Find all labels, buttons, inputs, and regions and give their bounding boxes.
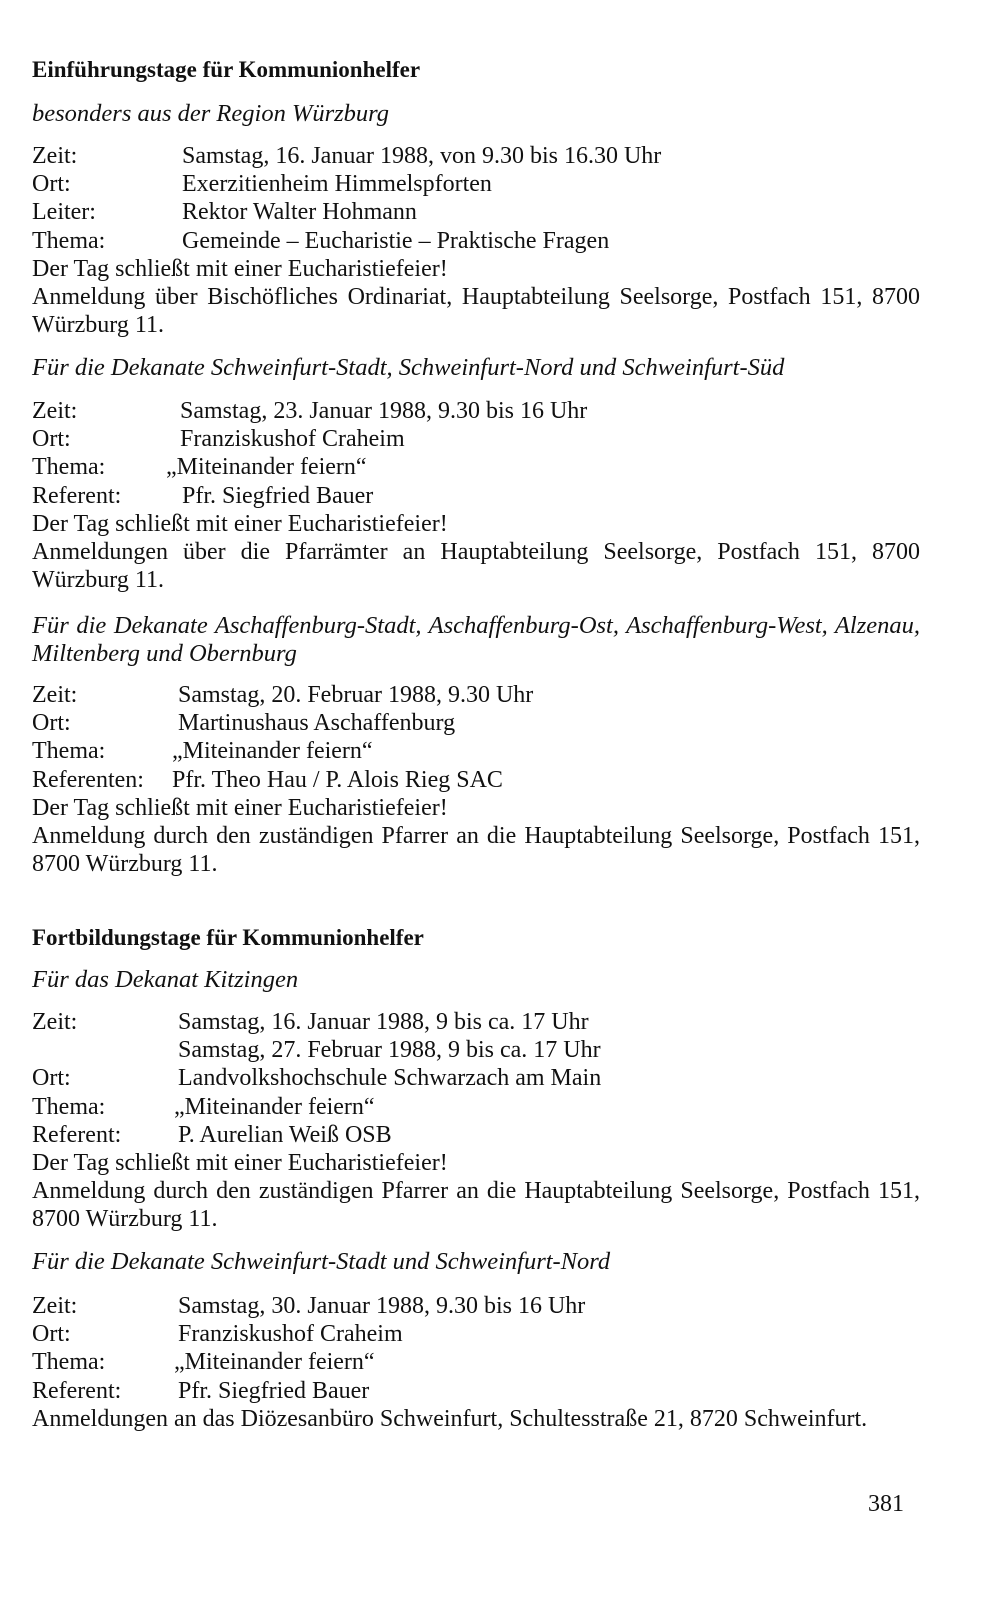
detail-label: Zeit: [32, 143, 78, 169]
detail-value: „Miteinander feiern“ [166, 454, 367, 481]
event-details [32, 1008, 920, 1234]
detail-value: Samstag, 30. Januar 1988, 9.30 bis 16 Uhr [178, 1293, 586, 1319]
detail-value: Franziskushof Craheim [178, 1321, 403, 1348]
detail-label: Ort: [32, 1065, 71, 1092]
page-number: 381 [868, 1491, 904, 1517]
detail-row [32, 766, 920, 794]
detail-row [32, 142, 920, 170]
detail-value: Samstag, 20. Februar 1988, 9.30 Uhr [178, 682, 534, 708]
event-details [32, 681, 920, 878]
detail-label: Zeit: [32, 398, 78, 424]
detail-label: Thema: [32, 227, 106, 254]
group-subtitle: Für die Dekanate Schweinfurt-Stadt und Schweinfurt-Nord [32, 1248, 611, 1275]
detail-row [32, 681, 920, 709]
detail-row [32, 1064, 920, 1092]
section-heading-einfuehrungstage: Einführungstage für Kommunionhelfer [32, 57, 421, 82]
detail-value: Pfr. Siegfried Bauer [178, 1377, 370, 1404]
detail-label: Thema: [32, 1093, 106, 1120]
section-heading-fortbildungstage: Fortbildungstage für Kommunionhelfer [32, 925, 424, 950]
detail-row [32, 397, 920, 425]
detail-value: P. Aurelian Weiß OSB [178, 1121, 392, 1148]
closing-note: Der Tag schließt mit einer Eucharistiefeier! [32, 794, 448, 821]
detail-value: Exerzitienheim Himmelspforten [182, 171, 492, 198]
event-details [32, 142, 920, 339]
detail-value: „Miteinander feiern“ [174, 1093, 375, 1120]
detail-value: „Miteinander feiern“ [172, 738, 373, 765]
detail-value: Landvolkshochschule Schwarzach am Main [178, 1065, 602, 1092]
registration-text: Anmeldung über Bischöfliches Ordinariat, Hauptabteilung Seelsorge, Postfach 151, 8700 Würzburg 11. [32, 283, 920, 339]
registration-text: Anmeldungen über die Pfarrämter an Hauptabteilung Seelsorge, Postfach 151, 8700 Würzburg 11. [32, 538, 920, 594]
detail-value: Samstag, 27. Februar 1988, 9 bis ca. 17 Uhr [178, 1037, 601, 1064]
detail-value: Samstag, 16. Januar 1988, von 9.30 bis 16.30 Uhr [182, 143, 662, 169]
closing-note: Der Tag schließt mit einer Eucharistiefeier! [32, 255, 448, 282]
detail-label: Zeit: [32, 1009, 78, 1035]
closing-note: Der Tag schließt mit einer Eucharistiefeier! [32, 510, 448, 537]
detail-row [32, 227, 920, 255]
detail-row [32, 1292, 920, 1320]
detail-label: Ort: [32, 426, 71, 453]
event-details [32, 397, 920, 594]
detail-value: Rektor Walter Hohmann [182, 199, 417, 226]
detail-label: Referent: [32, 482, 122, 509]
detail-row [32, 1036, 920, 1064]
detail-value: Martinushaus Aschaffenburg [178, 710, 456, 737]
detail-label: Referenten: [32, 766, 144, 793]
closing-note: Der Tag schließt mit einer Eucharistiefeier! [32, 1149, 448, 1176]
detail-label: Ort: [32, 710, 71, 737]
detail-value: Samstag, 23. Januar 1988, 9.30 bis 16 Uhr [180, 398, 588, 424]
detail-row [32, 1377, 920, 1405]
group-subtitle: besonders aus der Region Würzburg [32, 100, 390, 127]
registration-text: Anmeldung durch den zuständigen Pfarrer an die Hauptabteilung Seelsorge, Postfach 151, 8700 Würzburg 11. [32, 822, 920, 878]
detail-row [32, 709, 920, 737]
group-subtitle: Für das Dekanat Kitzingen [32, 966, 299, 993]
detail-label: Thema: [32, 1349, 106, 1376]
detail-label: Ort: [32, 1321, 71, 1348]
detail-value: Franziskushof Craheim [180, 426, 405, 453]
detail-row [32, 1320, 920, 1348]
group-subtitle: Für die Dekanate Aschaffenburg-Stadt, Aschaffenburg-Ost, Aschaffenburg-West, Alzenau, Miltenberg und Obernburg [32, 612, 920, 667]
detail-value: „Miteinander feiern“ [174, 1349, 375, 1376]
group-subtitle: Für die Dekanate Schweinfurt-Stadt, Schweinfurt-Nord und Schweinfurt-Süd [32, 354, 785, 381]
detail-row [32, 170, 920, 198]
detail-row [32, 198, 920, 226]
detail-row [32, 482, 920, 510]
detail-label: Referent: [32, 1121, 122, 1148]
detail-row [32, 1008, 920, 1036]
registration-text: Anmeldungen an das Diözesanbüro Schweinfurt, Schultesstraße 21, 8720 Schweinfurt. [32, 1405, 868, 1432]
detail-label: Leiter: [32, 199, 96, 226]
event-details [32, 1292, 920, 1433]
detail-row [32, 1121, 920, 1149]
detail-label: Referent: [32, 1377, 122, 1404]
detail-row [32, 453, 920, 481]
detail-row [32, 737, 920, 765]
detail-value: Samstag, 16. Januar 1988, 9 bis ca. 17 Uhr [178, 1009, 589, 1035]
detail-label: Zeit: [32, 1293, 78, 1319]
detail-value: Pfr. Siegfried Bauer [182, 482, 374, 509]
detail-label: Zeit: [32, 682, 78, 708]
detail-row [32, 425, 920, 453]
registration-text: Anmeldung durch den zuständigen Pfarrer an die Hauptabteilung Seelsorge, Postfach 151, 8700 Würzburg 11. [32, 1178, 920, 1233]
detail-row [32, 1348, 920, 1376]
detail-value: Gemeinde – Eucharistie – Praktische Fragen [182, 227, 610, 254]
detail-row [32, 1093, 920, 1121]
detail-value: Pfr. Theo Hau / P. Alois Rieg SAC [172, 766, 503, 793]
detail-label: Thema: [32, 738, 106, 765]
detail-label: Ort: [32, 171, 71, 198]
detail-label: Thema: [32, 454, 106, 481]
